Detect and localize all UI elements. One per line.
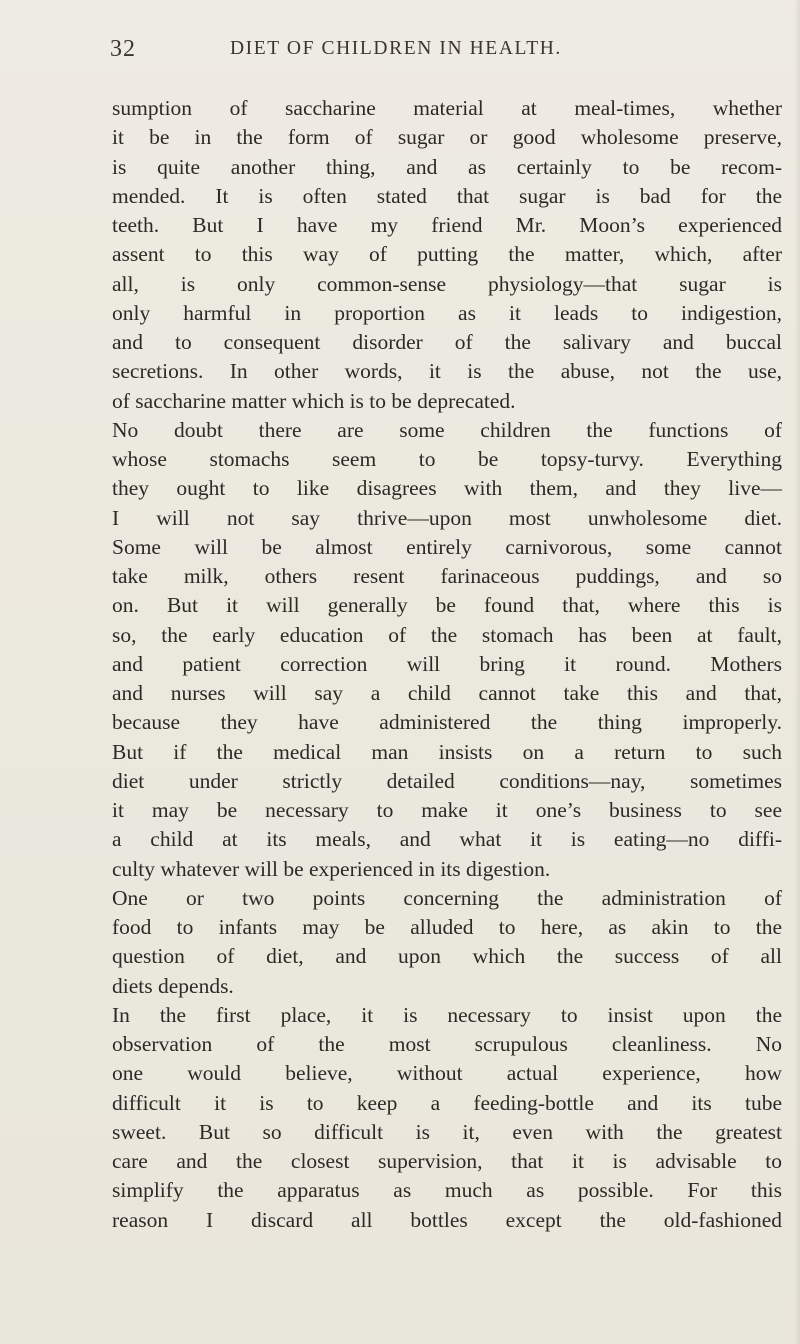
text-line: sumption of saccharine material at meal-times, whether — [112, 96, 782, 120]
text-line: food to infants may be alluded to here, as akin to the — [112, 915, 782, 939]
text-line: But if the medical man insists on a return to such — [112, 739, 782, 764]
text-line: In the first place, it is necessary to insist upon the — [112, 1002, 782, 1027]
page-edge-shadow — [794, 0, 800, 1344]
text-line: one would believe, without actual experience, how — [112, 1061, 782, 1086]
text-line: Some will be almost entirely carnivorous, some cannot — [112, 534, 782, 559]
text-line: so, the early education of the stomach has been at fault, — [112, 622, 782, 647]
text-line: observation of the most scrupulous cleanliness. No — [112, 1032, 782, 1056]
text-line: they ought to like disagrees with them, and they live— — [112, 476, 782, 501]
body-text — [112, 94, 782, 1235]
text-line: No doubt there are some children the functions of — [112, 417, 782, 442]
text-line: is quite another thing, and as certainly to be recom- — [112, 154, 782, 179]
text-line: teeth. But I have my friend Mr. Moon’s experienced — [112, 213, 782, 237]
text-line: take milk, others resent farinaceous puddings, and so — [112, 564, 782, 588]
text-line: care and the closest supervision, that it is advisable to — [112, 1149, 782, 1173]
text-line: it be in the form of sugar or good wholesome preserve, — [112, 125, 782, 150]
text-line: all, is only common-sense physiology—that sugar is — [112, 271, 782, 296]
text-line: reason I discard all bottles except the old-fashioned — [112, 1207, 782, 1232]
text-line: it may be necessary to make it one’s business to see — [112, 798, 782, 822]
text-line: diets depends. — [112, 973, 234, 998]
page-number: 32 — [110, 36, 136, 62]
text-line: One or two points concerning the administration of — [112, 885, 782, 910]
text-line: whose stomachs seem to be topsy-turvy. Everything — [112, 447, 782, 471]
text-line: on. But it will generally be found that, where this is — [112, 593, 782, 618]
text-line: diet under strictly detailed conditions—nay, sometimes — [112, 768, 782, 793]
text-line: because they have administered the thing improperly. — [112, 710, 782, 735]
text-line: secretions. In other words, it is the abuse, not the use, — [112, 359, 782, 384]
running-title: DIET OF CHILDREN IN HEALTH. — [230, 38, 562, 59]
text-line: I will not say thrive—upon most unwholesome diet. — [112, 505, 782, 530]
text-line: simplify the apparatus as much as possible. For this — [112, 1178, 782, 1203]
text-line: difficult it is to keep a feeding-bottle and its tube — [112, 1090, 782, 1115]
text-line: only harmful in proportion as it leads to indigestion, — [112, 300, 782, 325]
running-head — [110, 36, 780, 66]
text-line: mended. It is often stated that sugar is bad for the — [112, 183, 782, 208]
text-line: culty whatever will be experienced in its digestion. — [112, 856, 551, 881]
text-line: a child at its meals, and what it is eating—no diffi- — [112, 827, 782, 852]
text-line: and patient correction will bring it round. Mothers — [112, 651, 782, 676]
text-line: of saccharine matter which is to be deprecated. — [112, 388, 516, 413]
text-line: sweet. But so difficult is it, even with the greatest — [112, 1119, 782, 1144]
text-line: and to consequent disorder of the salivary and buccal — [112, 330, 782, 354]
text-line: question of diet, and upon which the success of all — [112, 944, 782, 969]
text-line: assent to this way of putting the matter, which, after — [112, 242, 782, 267]
text-line: and nurses will say a child cannot take this and that, — [112, 681, 782, 705]
